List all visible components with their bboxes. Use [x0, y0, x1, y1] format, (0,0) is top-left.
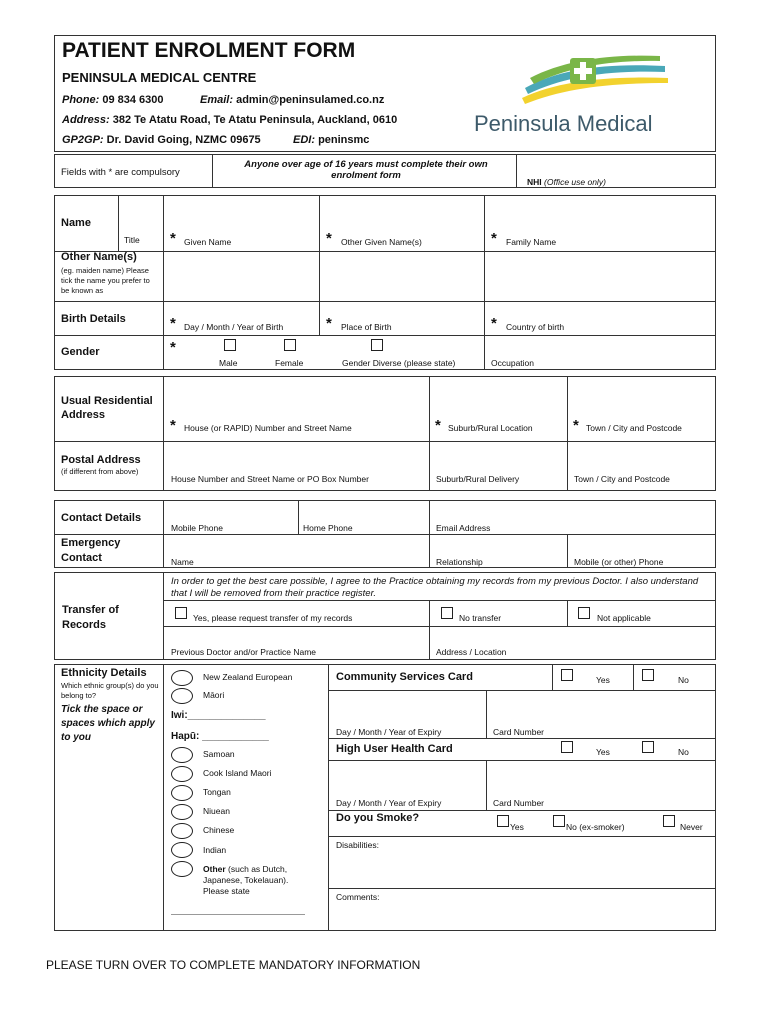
smoke-yes-checkbox[interactable]: [497, 815, 509, 827]
transfer-consent: In order to get the best care possible, I agree to the Practice obtaining my records from my previous Doctor. I also understand that I will be removed from their practice register.: [171, 576, 699, 599]
csc-label: Community Services Card: [336, 671, 473, 683]
maori-option[interactable]: [171, 688, 193, 704]
other-given-star: *: [326, 230, 332, 247]
dob-field[interactable]: Day / Month / Year of Birth: [184, 322, 284, 332]
smoke-yes-label: Yes: [510, 822, 524, 832]
postal-suburb-field[interactable]: Suburb/Rural Delivery: [436, 474, 520, 484]
title-field[interactable]: Title: [124, 235, 140, 245]
birth-details-label: Birth Details: [61, 313, 126, 325]
country-of-birth-star: *: [491, 315, 497, 332]
chinese-option[interactable]: [171, 823, 193, 839]
suburb-field[interactable]: Suburb/Rural Location: [448, 423, 533, 433]
logo-text: Peninsula Medical: [474, 111, 653, 136]
huhc-label: High User Health Card: [336, 743, 453, 755]
indian-label: Indian: [203, 845, 227, 855]
gender-star: *: [170, 339, 176, 356]
disabilities-field[interactable]: Disabilities:: [336, 840, 379, 850]
house-field[interactable]: House (or RAPID) Number and Street Name: [184, 423, 352, 433]
mobile-phone-field[interactable]: Mobile Phone: [171, 523, 223, 533]
huhc-number-field[interactable]: Card Number: [493, 798, 545, 808]
given-name-field[interactable]: Given Name: [184, 237, 232, 247]
other-ethnicity-line[interactable]: [171, 914, 305, 915]
edi-line: EDI: peninsmc: [293, 134, 370, 146]
tongan-option[interactable]: [171, 785, 193, 801]
postal-house-field[interactable]: House Number and Street Name or PO Box Number: [171, 474, 369, 484]
csc-no-checkbox[interactable]: [642, 669, 654, 681]
chinese-label: Chinese: [203, 825, 235, 835]
no-transfer-checkbox[interactable]: [441, 607, 453, 619]
other-given-name-field[interactable]: Other Given Name(s): [341, 237, 422, 247]
ethnicity-label: Ethnicity Details: [61, 667, 147, 679]
samoan-label: Samoan: [203, 749, 235, 759]
residential-address-label: Usual Residential Address: [61, 395, 153, 421]
dob-star: *: [170, 315, 176, 332]
female-label: Female: [275, 358, 304, 368]
other-label: Other (such as Dutch, Japanese, Tokelauan). Please state: [203, 864, 289, 896]
hapu-field[interactable]: Hapū: ____________: [171, 731, 269, 742]
logo-graphic: [520, 48, 670, 110]
contact-details-label: Contact Details: [61, 512, 142, 524]
smoke-ex-label: No (ex-smoker): [566, 822, 625, 832]
csc-no-label: No: [678, 675, 689, 685]
no-transfer-label: No transfer: [459, 613, 502, 623]
family-name-field[interactable]: Family Name: [506, 237, 557, 247]
smoke-never-label: Never: [680, 822, 703, 832]
nhi-label: NHI (Office use only): [527, 177, 606, 187]
transfer-label: Transfer of Records: [62, 604, 119, 631]
suburb-star: *: [435, 417, 441, 434]
emergency-mobile-field[interactable]: Mobile (or other) Phone: [574, 557, 664, 567]
gp2gp-line: GP2GP: Dr. David Going, NZMC 09675: [62, 134, 261, 146]
nz-european-option[interactable]: [171, 670, 193, 686]
indian-option[interactable]: [171, 842, 193, 858]
huhc-yes-label: Yes: [596, 747, 610, 757]
given-name-star: *: [170, 230, 176, 247]
previous-location-field[interactable]: Address / Location: [436, 647, 507, 657]
huhc-no-label: No: [678, 747, 689, 757]
niuean-label: Niuean: [203, 806, 230, 816]
csc-yes-checkbox[interactable]: [561, 669, 573, 681]
comments-field[interactable]: Comments:: [336, 892, 380, 902]
home-phone-field[interactable]: Home Phone: [303, 523, 353, 533]
other-names-label: Other Name(s): [61, 251, 137, 263]
maori-label: Māori: [203, 690, 225, 700]
emergency-contact-label: Emergency Contact: [61, 537, 121, 564]
postal-town-field[interactable]: Town / City and Postcode: [574, 474, 670, 484]
smoke-ex-checkbox[interactable]: [553, 815, 565, 827]
huhc-yes-checkbox[interactable]: [561, 741, 573, 753]
practice-name: PENINSULA MEDICAL CENTRE: [62, 70, 257, 85]
not-applicable-checkbox[interactable]: [578, 607, 590, 619]
postal-note: (if different from above): [61, 467, 139, 476]
house-star: *: [170, 417, 176, 434]
postal-address-label: Postal Address: [61, 454, 141, 466]
country-of-birth-field[interactable]: Country of birth: [506, 322, 565, 332]
samoan-option[interactable]: [171, 747, 193, 763]
transfer-yes-label: Yes, please request transfer of my records: [193, 613, 353, 623]
ethnicity-question: Which ethnic group(s) do you belong to?: [61, 681, 159, 700]
email-address-field[interactable]: Email Address: [436, 523, 491, 533]
other-names-note: (eg. maiden name) Please tick the name you prefer to be known as: [61, 266, 150, 295]
compulsory-note: Fields with * are compulsory: [61, 167, 180, 178]
place-of-birth-star: *: [326, 315, 332, 332]
iwi-field[interactable]: Iwi:______________: [171, 710, 266, 721]
footer-note: PLEASE TURN OVER TO COMPLETE MANDATORY INFORMATION: [46, 958, 421, 972]
male-label: Male: [219, 358, 238, 368]
relationship-field[interactable]: Relationship: [436, 557, 483, 567]
emergency-name-field[interactable]: Name: [171, 557, 194, 567]
huhc-expiry-field[interactable]: Day / Month / Year of Expiry: [336, 798, 442, 808]
huhc-no-checkbox[interactable]: [642, 741, 654, 753]
family-name-star: *: [491, 230, 497, 247]
email-line: Email: admin@peninsulamed.co.nz: [200, 94, 385, 106]
smoke-label: Do you Smoke?: [336, 812, 420, 824]
csc-expiry-field[interactable]: Day / Month / Year of Expiry: [336, 727, 442, 737]
smoke-never-checkbox[interactable]: [663, 815, 675, 827]
csc-number-field[interactable]: Card Number: [493, 727, 545, 737]
phone-line: Phone: 09 834 6300: [62, 94, 164, 106]
place-of-birth-field[interactable]: Place of Birth: [341, 322, 392, 332]
town-field[interactable]: Town / City and Postcode: [586, 423, 682, 433]
name-label: Name: [61, 217, 91, 229]
previous-doctor-field[interactable]: Previous Doctor and/or Practice Name: [171, 647, 317, 657]
town-star: *: [573, 417, 579, 434]
ethnicity-instruction: Tick the space or spaces which apply to you: [61, 704, 155, 743]
gender-diverse-checkbox[interactable]: [371, 339, 383, 351]
male-checkbox[interactable]: [224, 339, 236, 351]
occupation-field[interactable]: Occupation: [491, 358, 534, 368]
female-checkbox[interactable]: [284, 339, 296, 351]
other-option[interactable]: [171, 861, 193, 877]
gender-label: Gender: [61, 346, 100, 358]
cook-island-option[interactable]: [171, 766, 193, 782]
age-notice: Anyone over age of 16 years must complete their own enrolment form: [244, 159, 488, 181]
niuean-option[interactable]: [171, 804, 193, 820]
transfer-yes-checkbox[interactable]: [175, 607, 187, 619]
address-line: Address: 382 Te Atatu Road, Te Atatu Peninsula, Auckland, 0610: [62, 114, 398, 126]
gender-diverse-label: Gender Diverse (please state): [342, 358, 456, 368]
cook-island-label: Cook Island Maori: [203, 768, 272, 778]
form-title: PATIENT ENROLMENT FORM: [62, 39, 356, 62]
nz-european-label: New Zealand European: [203, 672, 293, 682]
not-applicable-label: Not applicable: [597, 613, 651, 623]
tongan-label: Tongan: [203, 787, 231, 797]
csc-yes-label: Yes: [596, 675, 610, 685]
